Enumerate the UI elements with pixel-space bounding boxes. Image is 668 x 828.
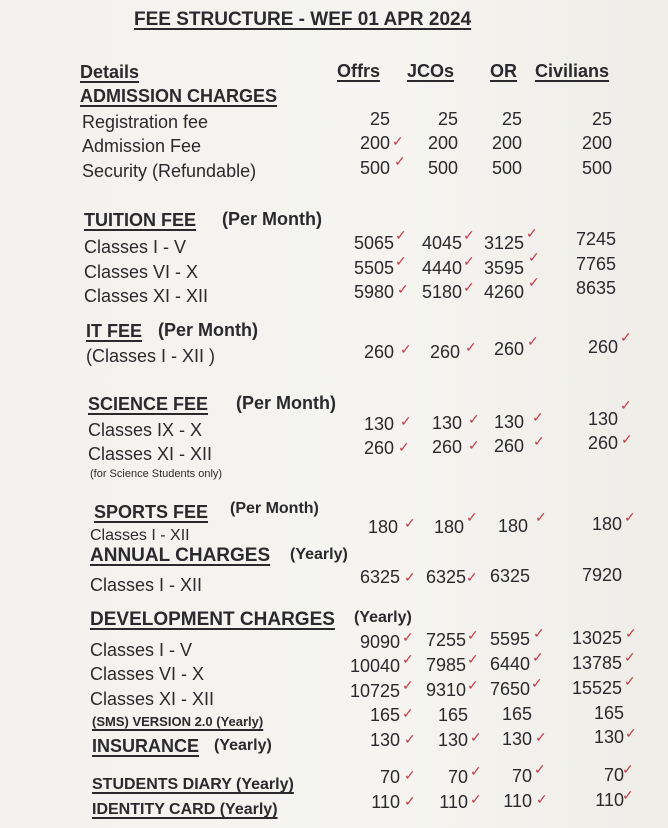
tick-mark-icon: ✓ (533, 433, 545, 449)
value-offrs: 500 (359, 158, 390, 178)
value-jcos: 500 (427, 158, 458, 178)
value-civilians: 260 (587, 337, 618, 357)
value-or: 25 (501, 109, 522, 129)
value-or: 180 (497, 516, 528, 536)
tick-mark-icon: ✓ (470, 763, 482, 779)
value-jcos: 5180 (421, 282, 462, 302)
row-label-science-9-10: Classes IX - X (88, 420, 203, 440)
value-civilians: 165 (593, 703, 624, 723)
column-offrs: Offrs (337, 61, 381, 81)
value-jcos: 9310 (425, 680, 466, 700)
section-admission-charges: ADMISSION CHARGES (80, 86, 278, 106)
tick-mark-icon: ✓ (470, 791, 482, 807)
section-sports-fee: SPORTS FEE (94, 502, 209, 522)
section-development-note: (Yearly) (354, 609, 412, 626)
value-or: 3595 (483, 258, 524, 278)
section-it-note: (Per Month) (158, 320, 258, 340)
row-label-identity: IDENTITY CARD (Yearly) (92, 801, 278, 818)
value-or: 500 (491, 158, 522, 178)
tick-mark-icon: ✓ (404, 515, 416, 531)
row-label-insurance: INSURANCE (92, 736, 200, 756)
value-civilians: 70 (603, 765, 624, 785)
row-label-tuition-6-10: Classes VI - X (84, 262, 199, 282)
tick-mark-icon: ✓ (531, 675, 543, 691)
value-jcos: 130 (437, 730, 468, 750)
value-civilians: 8635 (575, 278, 616, 298)
column-civilians: Civilians (535, 61, 610, 81)
value-jcos: 260 (429, 342, 460, 362)
section-development-charges: DEVELOPMENT CHARGES (90, 609, 335, 630)
value-jcos: 7255 (425, 630, 466, 650)
value-offrs: 25 (369, 109, 390, 129)
row-label-security: Security (Refundable) (82, 161, 257, 181)
tick-mark-icon: ✓ (621, 431, 633, 447)
row-label-admission: Admission Fee (82, 136, 202, 156)
value-civilians: 110 (595, 790, 624, 810)
value-jcos: 180 (433, 517, 464, 537)
value-or: 130 (493, 412, 524, 432)
tick-mark-icon: ✓ (468, 411, 480, 427)
tick-mark-icon: ✓ (468, 437, 480, 453)
science-students-note: (for Science Students only) (90, 468, 223, 480)
value-offrs: 5980 (353, 282, 394, 302)
value-jcos: 130 (431, 413, 462, 433)
tick-mark-icon: ✓ (463, 253, 475, 269)
value-offrs: 110 (371, 792, 400, 812)
tick-mark-icon: ✓ (470, 729, 482, 745)
section-tuition-note: (Per Month) (222, 209, 322, 229)
tick-mark-icon: ✓ (400, 413, 412, 429)
tick-mark-icon: ✓ (467, 651, 479, 667)
value-or: 260 (493, 436, 524, 456)
tick-mark-icon: ✓ (624, 509, 636, 525)
value-offrs: 260 (363, 342, 394, 362)
value-or: 4260 (483, 282, 524, 302)
value-civilians: 130 (593, 727, 624, 747)
tick-mark-icon: ✓ (534, 761, 546, 777)
tick-mark-icon: ✓ (402, 629, 414, 645)
tick-mark-icon: ✓ (535, 509, 547, 525)
section-science-note: (Per Month) (236, 393, 336, 413)
tick-mark-icon: ✓ (402, 677, 414, 693)
tick-mark-icon: ✓ (536, 791, 548, 807)
tick-mark-icon: ✓ (404, 793, 416, 809)
tick-mark-icon: ✓ (533, 625, 545, 641)
value-jcos: 200 (427, 133, 458, 153)
value-jcos: 25 (437, 109, 458, 129)
value-offrs: 260 (363, 438, 394, 458)
value-civilians: 15525 (571, 678, 622, 698)
value-or: 165 (501, 704, 532, 724)
value-offrs: 9090 (359, 632, 400, 652)
value-civilians: 7765 (575, 254, 616, 274)
row-label-registration: Registration fee (82, 112, 209, 132)
value-or: 6440 (489, 654, 530, 674)
value-offrs: 130 (363, 414, 394, 434)
value-or: 70 (511, 766, 532, 786)
tick-mark-icon: ✓ (395, 227, 407, 243)
row-label-development-1-5: Classes I - V (90, 640, 193, 660)
value-civilians: 130 (587, 409, 618, 429)
value-civilians: 500 (581, 158, 612, 178)
row-label-it: (Classes I - XII ) (86, 346, 216, 366)
tick-mark-icon: ✓ (402, 705, 414, 721)
tick-mark-icon: ✓ (394, 153, 406, 169)
tick-mark-icon: ✓ (622, 787, 634, 803)
tick-mark-icon: ✓ (620, 397, 632, 413)
value-or: 260 (493, 339, 524, 359)
tick-mark-icon: ✓ (535, 729, 547, 745)
value-or: 6325 (489, 566, 530, 586)
value-jcos: 4440 (421, 258, 462, 278)
tick-mark-icon: ✓ (527, 333, 539, 349)
value-or: 3125 (483, 233, 524, 253)
value-civilians: 25 (591, 109, 612, 129)
tick-mark-icon: ✓ (398, 439, 410, 455)
value-or: 200 (491, 133, 522, 153)
value-jcos: 260 (431, 437, 462, 457)
tick-mark-icon: ✓ (467, 677, 479, 693)
tick-mark-icon: ✓ (402, 651, 414, 667)
value-offrs: 70 (379, 767, 400, 787)
section-sports-note: (Per Month) (230, 500, 319, 517)
tick-mark-icon: ✓ (528, 274, 540, 290)
column-jcos: JCOs (407, 61, 455, 81)
tick-mark-icon: ✓ (392, 133, 404, 149)
tick-mark-icon: ✓ (528, 249, 540, 265)
tick-mark-icon: ✓ (624, 673, 636, 689)
section-tuition-fee: TUITION FEE (84, 210, 196, 230)
value-jcos: 165 (437, 705, 468, 725)
tick-mark-icon: ✓ (622, 761, 634, 777)
value-or: 110 (503, 791, 532, 811)
tick-mark-icon: ✓ (463, 279, 475, 295)
value-civilians: 200 (581, 133, 612, 153)
row-label-annual: Classes I - XII (90, 575, 203, 595)
value-offrs: 165 (369, 705, 400, 725)
value-offrs: 5065 (353, 233, 394, 253)
value-civilians: 7245 (575, 229, 616, 249)
section-annual-note: (Yearly) (290, 546, 348, 563)
row-label-development-11-12: Classes XI - XII (90, 689, 215, 709)
row-label-sports: Classes I - XII (90, 527, 190, 544)
row-note-insurance: (Yearly) (214, 737, 272, 754)
tick-mark-icon: ✓ (400, 341, 412, 357)
column-details: Details (80, 62, 140, 82)
row-label-tuition-1-5: Classes I - V (84, 237, 187, 257)
tick-mark-icon: ✓ (625, 725, 637, 741)
value-or: 130 (501, 729, 532, 749)
tick-mark-icon: ✓ (404, 731, 416, 747)
tick-mark-icon: ✓ (532, 649, 544, 665)
tick-mark-icon: ✓ (397, 281, 409, 297)
value-jcos: 4045 (421, 233, 462, 253)
tick-mark-icon: ✓ (625, 625, 637, 641)
value-civilians: 13025 (571, 628, 622, 648)
tick-mark-icon: ✓ (404, 569, 416, 585)
value-jcos: 70 (447, 767, 468, 787)
value-jcos: 110 (439, 792, 468, 812)
value-civilians: 13785 (571, 653, 622, 673)
row-label-sms: (SMS) VERSION 2.0 (Yearly) (92, 714, 264, 729)
value-or: 7650 (489, 679, 530, 699)
page-title: FEE STRUCTURE - WEF 01 APR 2024 (134, 9, 472, 30)
tick-mark-icon: ✓ (624, 649, 636, 665)
tick-mark-icon: ✓ (466, 569, 478, 585)
value-civilians: 260 (587, 433, 618, 453)
tick-mark-icon: ✓ (395, 253, 407, 269)
tick-mark-icon: ✓ (467, 627, 479, 643)
value-jcos: 6325 (425, 567, 466, 587)
tick-mark-icon: ✓ (463, 227, 475, 243)
value-offrs: 200 (359, 133, 390, 153)
row-label-development-6-10: Classes VI - X (90, 664, 205, 684)
section-science-fee: SCIENCE FEE (88, 394, 209, 414)
tick-mark-icon: ✓ (526, 225, 538, 241)
row-label-science-11-12: Classes XI - XII (88, 444, 213, 464)
value-or: 5595 (489, 629, 530, 649)
value-offrs: 130 (369, 730, 400, 750)
section-it-fee: IT FEE (86, 321, 143, 341)
value-offrs: 10725 (349, 681, 400, 701)
tick-mark-icon: ✓ (532, 409, 544, 425)
value-civilians: 7920 (581, 565, 622, 585)
tick-mark-icon: ✓ (404, 767, 416, 783)
value-civilians: 180 (591, 514, 622, 534)
row-label-diary: STUDENTS DIARY (Yearly) (92, 776, 294, 793)
value-offrs: 180 (367, 517, 398, 537)
value-jcos: 7985 (425, 655, 466, 675)
tick-mark-icon: ✓ (466, 509, 478, 525)
section-annual-charges: ANNUAL CHARGES (90, 545, 271, 566)
column-or: OR (490, 61, 517, 81)
value-offrs: 10040 (349, 656, 400, 676)
tick-mark-icon: ✓ (620, 329, 632, 345)
value-offrs: 5505 (353, 258, 394, 278)
row-label-tuition-11-12: Classes XI - XII (84, 286, 209, 306)
tick-mark-icon: ✓ (465, 339, 477, 355)
value-offrs: 6325 (359, 567, 400, 587)
